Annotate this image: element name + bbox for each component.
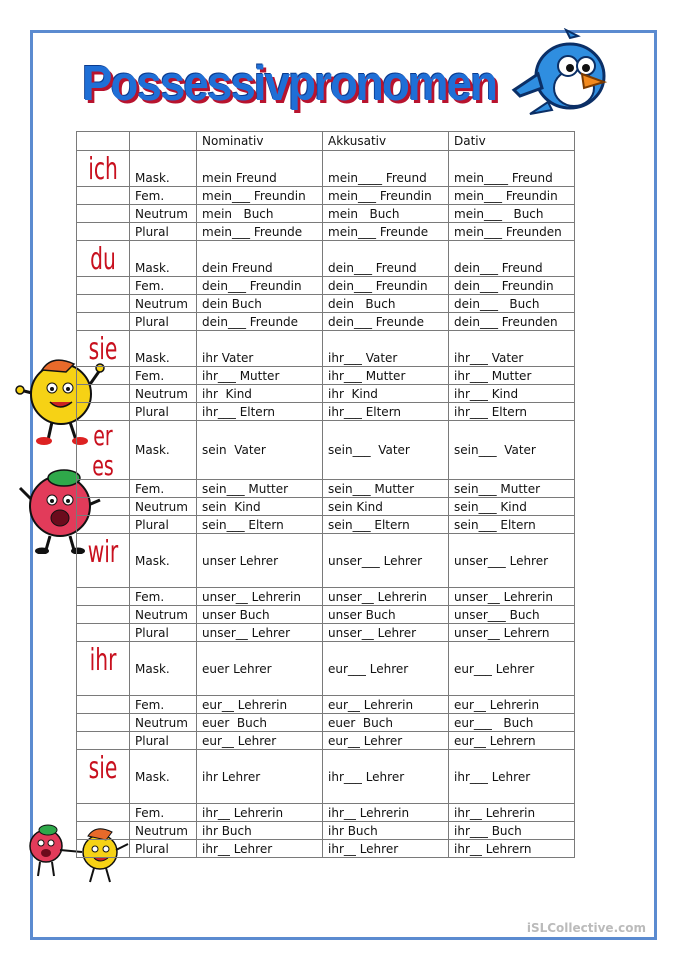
gender-cell: Neutrum	[130, 606, 197, 624]
nominativ-cell: sein___ Mutter	[197, 480, 323, 498]
dativ-cell: sein___ Eltern	[449, 516, 575, 534]
akkusativ-cell: ihr___ Lehrer	[323, 750, 449, 804]
table-row	[77, 750, 575, 804]
pronoun-cell	[77, 277, 130, 295]
table-row	[77, 822, 575, 840]
watermark: iSLCollective.com	[526, 921, 646, 935]
pronoun-cell	[77, 480, 130, 498]
table-header-row	[77, 132, 575, 151]
table-row	[77, 696, 575, 714]
pronoun-table	[76, 131, 575, 858]
nominativ-cell: mein___ Freundin	[197, 187, 323, 205]
table-row	[77, 516, 575, 534]
akkusativ-cell: unser__ Lehrerin	[323, 588, 449, 606]
gender-cell: Fem.	[130, 367, 197, 385]
gender-cell: Fem.	[130, 187, 197, 205]
dativ-cell: eur___ Lehrer	[449, 642, 575, 696]
pronoun-cell	[77, 822, 130, 840]
dativ-cell: dein___ Buch	[449, 295, 575, 313]
dativ-cell: dein___ Freunden	[449, 313, 575, 331]
gender-cell: Neutrum	[130, 385, 197, 403]
nominativ-cell: ihr___ Mutter	[197, 367, 323, 385]
pronoun-cell	[77, 367, 130, 385]
gender-cell: Fem.	[130, 277, 197, 295]
table-row	[77, 642, 575, 696]
pronoun-cell	[77, 295, 130, 313]
gender-cell: Plural	[130, 313, 197, 331]
dativ-cell: ihr__ Lehrerin	[449, 804, 575, 822]
pronoun-cell	[77, 385, 130, 403]
nominativ-cell: ihr__ Lehrerin	[197, 804, 323, 822]
nominativ-cell: sein Kind	[197, 498, 323, 516]
akkusativ-cell: sein___ Mutter	[323, 480, 449, 498]
gender-cell: Plural	[130, 516, 197, 534]
akkusativ-cell: ihr___ Eltern	[323, 403, 449, 421]
dativ-cell: dein___ Freundin	[449, 277, 575, 295]
gender-cell: Fem.	[130, 804, 197, 822]
akkusativ-cell: sein___ Vater	[323, 421, 449, 480]
akkusativ-cell: unser Buch	[323, 606, 449, 624]
akkusativ-cell: sein___ Eltern	[323, 516, 449, 534]
table-row	[77, 187, 575, 205]
dativ-cell: dein___ Freund	[449, 241, 575, 277]
dativ-cell: unser__ Lehrern	[449, 624, 575, 642]
gender-cell: Plural	[130, 403, 197, 421]
pronoun-cell	[77, 498, 130, 516]
nominativ-cell: ihr Buch	[197, 822, 323, 840]
gender-cell: Plural	[130, 840, 197, 858]
akkusativ-cell: eur__ Lehrer	[323, 732, 449, 750]
table-row	[77, 606, 575, 624]
table-row	[77, 367, 575, 385]
pronoun-label: ihr	[89, 643, 117, 678]
pronoun-cell	[77, 421, 130, 480]
dativ-cell: sein___ Kind	[449, 498, 575, 516]
akkusativ-cell: mein___ Freunde	[323, 223, 449, 241]
dativ-cell: ihr___ Kind	[449, 385, 575, 403]
dativ-cell: unser___ Lehrer	[449, 534, 575, 588]
nominativ-cell: euer Lehrer	[197, 642, 323, 696]
table-row	[77, 241, 575, 277]
pronoun-cell	[77, 804, 130, 822]
gender-cell: Mask.	[130, 241, 197, 277]
table-row	[77, 840, 575, 858]
pronoun-cell	[77, 151, 130, 187]
table-row	[77, 223, 575, 241]
akkusativ-cell: dein___ Freunde	[323, 313, 449, 331]
pronoun-label: wir	[87, 535, 119, 570]
dativ-cell: sein___ Vater	[449, 421, 575, 480]
nominativ-cell: ihr___ Eltern	[197, 403, 323, 421]
nominativ-cell: ihr Lehrer	[197, 750, 323, 804]
gender-cell: Mask.	[130, 421, 197, 480]
akkusativ-cell: ihr___ Mutter	[323, 367, 449, 385]
dativ-cell: eur__ Lehrern	[449, 732, 575, 750]
dativ-cell: ihr___ Mutter	[449, 367, 575, 385]
dativ-cell: ihr___ Eltern	[449, 403, 575, 421]
pronoun-cell	[77, 187, 130, 205]
nominativ-cell: dein Freund	[197, 241, 323, 277]
bird-icon	[508, 28, 620, 118]
table-row	[77, 331, 575, 367]
header-cell	[130, 132, 197, 151]
akkusativ-cell: euer Buch	[323, 714, 449, 732]
nominativ-cell: eur__ Lehrerin	[197, 696, 323, 714]
gender-cell: Neutrum	[130, 714, 197, 732]
nominativ-cell: unser__ Lehrerin	[197, 588, 323, 606]
pronoun-cell	[77, 732, 130, 750]
pronoun-cell	[77, 223, 130, 241]
pronoun-cell	[77, 750, 130, 804]
dativ-cell: ihr__ Lehrern	[449, 840, 575, 858]
nominativ-cell: mein Buch	[197, 205, 323, 223]
pronoun-cell	[77, 624, 130, 642]
gender-cell: Neutrum	[130, 295, 197, 313]
pronoun-cell	[77, 606, 130, 624]
page-title: Possessivpronomen	[82, 57, 497, 111]
pronoun-label: es	[92, 449, 114, 482]
nominativ-cell: sein Vater	[197, 421, 323, 480]
gender-cell: Plural	[130, 223, 197, 241]
table-row	[77, 732, 575, 750]
pronoun-label: sie	[88, 332, 118, 367]
akkusativ-cell: ihr Buch	[323, 822, 449, 840]
gender-cell: Neutrum	[130, 498, 197, 516]
nominativ-cell: dein___ Freundin	[197, 277, 323, 295]
nominativ-cell: euer Buch	[197, 714, 323, 732]
header-dativ: Dativ	[449, 132, 575, 151]
pronoun-cell	[77, 313, 130, 331]
dativ-cell: mein___ Freundin	[449, 187, 575, 205]
akkusativ-cell: sein Kind	[323, 498, 449, 516]
table-row	[77, 534, 575, 588]
gender-cell: Fem.	[130, 480, 197, 498]
table-row	[77, 624, 575, 642]
pronoun-cell	[77, 403, 130, 421]
gender-cell: Fem.	[130, 696, 197, 714]
dativ-cell: ihr___ Buch	[449, 822, 575, 840]
akkusativ-cell: ihr__ Lehrerin	[323, 804, 449, 822]
nominativ-cell: sein___ Eltern	[197, 516, 323, 534]
dativ-cell: eur___ Buch	[449, 714, 575, 732]
akkusativ-cell: dein Buch	[323, 295, 449, 313]
gender-cell: Mask.	[130, 642, 197, 696]
dativ-cell: unser___ Buch	[449, 606, 575, 624]
nominativ-cell: mein___ Freunde	[197, 223, 323, 241]
table-row	[77, 480, 575, 498]
akkusativ-cell: unser___ Lehrer	[323, 534, 449, 588]
table-row	[77, 498, 575, 516]
table-row	[77, 151, 575, 187]
nominativ-cell: mein Freund	[197, 151, 323, 187]
gender-cell: Neutrum	[130, 205, 197, 223]
nominativ-cell: unser__ Lehrer	[197, 624, 323, 642]
nominativ-cell: unser Buch	[197, 606, 323, 624]
dativ-cell: sein___ Mutter	[449, 480, 575, 498]
header-cell	[77, 132, 130, 151]
akkusativ-cell: dein___ Freundin	[323, 277, 449, 295]
dativ-cell: ihr___ Vater	[449, 331, 575, 367]
gender-cell: Mask.	[130, 750, 197, 804]
table-row	[77, 804, 575, 822]
pronoun-cell	[77, 696, 130, 714]
pronoun-label: er	[93, 419, 113, 452]
header-akkusativ: Akkusativ	[323, 132, 449, 151]
akkusativ-cell: ihr__ Lehrer	[323, 840, 449, 858]
pronoun-label: ich	[88, 152, 118, 187]
table-row	[77, 205, 575, 223]
pronoun-label: du	[90, 242, 116, 277]
table-row	[77, 403, 575, 421]
dativ-cell: mein___ Freunden	[449, 223, 575, 241]
nominativ-cell: ihr__ Lehrer	[197, 840, 323, 858]
dativ-cell: ihr___ Lehrer	[449, 750, 575, 804]
pronoun-label: sie	[88, 751, 118, 786]
gender-cell: Plural	[130, 624, 197, 642]
akkusativ-cell: mein____ Freund	[323, 151, 449, 187]
akkusativ-cell: eur___ Lehrer	[323, 642, 449, 696]
nominativ-cell: dein Buch	[197, 295, 323, 313]
nominativ-cell: eur__ Lehrer	[197, 732, 323, 750]
gender-cell: Mask.	[130, 331, 197, 367]
table-row	[77, 714, 575, 732]
nominativ-cell: ihr Vater	[197, 331, 323, 367]
pronoun-cell	[77, 516, 130, 534]
table-row	[77, 277, 575, 295]
pronoun-cell	[77, 331, 130, 367]
dativ-cell: mein___ Buch	[449, 205, 575, 223]
pronoun-cell	[77, 642, 130, 696]
pronoun-cell	[77, 205, 130, 223]
gender-cell: Fem.	[130, 588, 197, 606]
akkusativ-cell: mein Buch	[323, 205, 449, 223]
dativ-cell: mein____ Freund	[449, 151, 575, 187]
header-nominativ: Nominativ	[197, 132, 323, 151]
akkusativ-cell: unser__ Lehrer	[323, 624, 449, 642]
table-row	[77, 313, 575, 331]
akkusativ-cell: eur__ Lehrerin	[323, 696, 449, 714]
pronoun-cell	[77, 840, 130, 858]
table-row	[77, 385, 575, 403]
akkusativ-cell: dein___ Freund	[323, 241, 449, 277]
table-row	[77, 588, 575, 606]
pronoun-cell	[77, 534, 130, 588]
gender-cell: Mask.	[130, 534, 197, 588]
nominativ-cell: dein___ Freunde	[197, 313, 323, 331]
akkusativ-cell: ihr Kind	[323, 385, 449, 403]
pronoun-cell	[77, 588, 130, 606]
nominativ-cell: unser Lehrer	[197, 534, 323, 588]
dativ-cell: unser__ Lehrerin	[449, 588, 575, 606]
nominativ-cell: ihr Kind	[197, 385, 323, 403]
table-row	[77, 421, 575, 480]
dativ-cell: eur__ Lehrerin	[449, 696, 575, 714]
gender-cell: Mask.	[130, 151, 197, 187]
pronoun-cell	[77, 714, 130, 732]
gender-cell: Neutrum	[130, 822, 197, 840]
akkusativ-cell: ihr___ Vater	[323, 331, 449, 367]
akkusativ-cell: mein___ Freundin	[323, 187, 449, 205]
pronoun-cell	[77, 241, 130, 277]
table-row	[77, 295, 575, 313]
gender-cell: Plural	[130, 732, 197, 750]
